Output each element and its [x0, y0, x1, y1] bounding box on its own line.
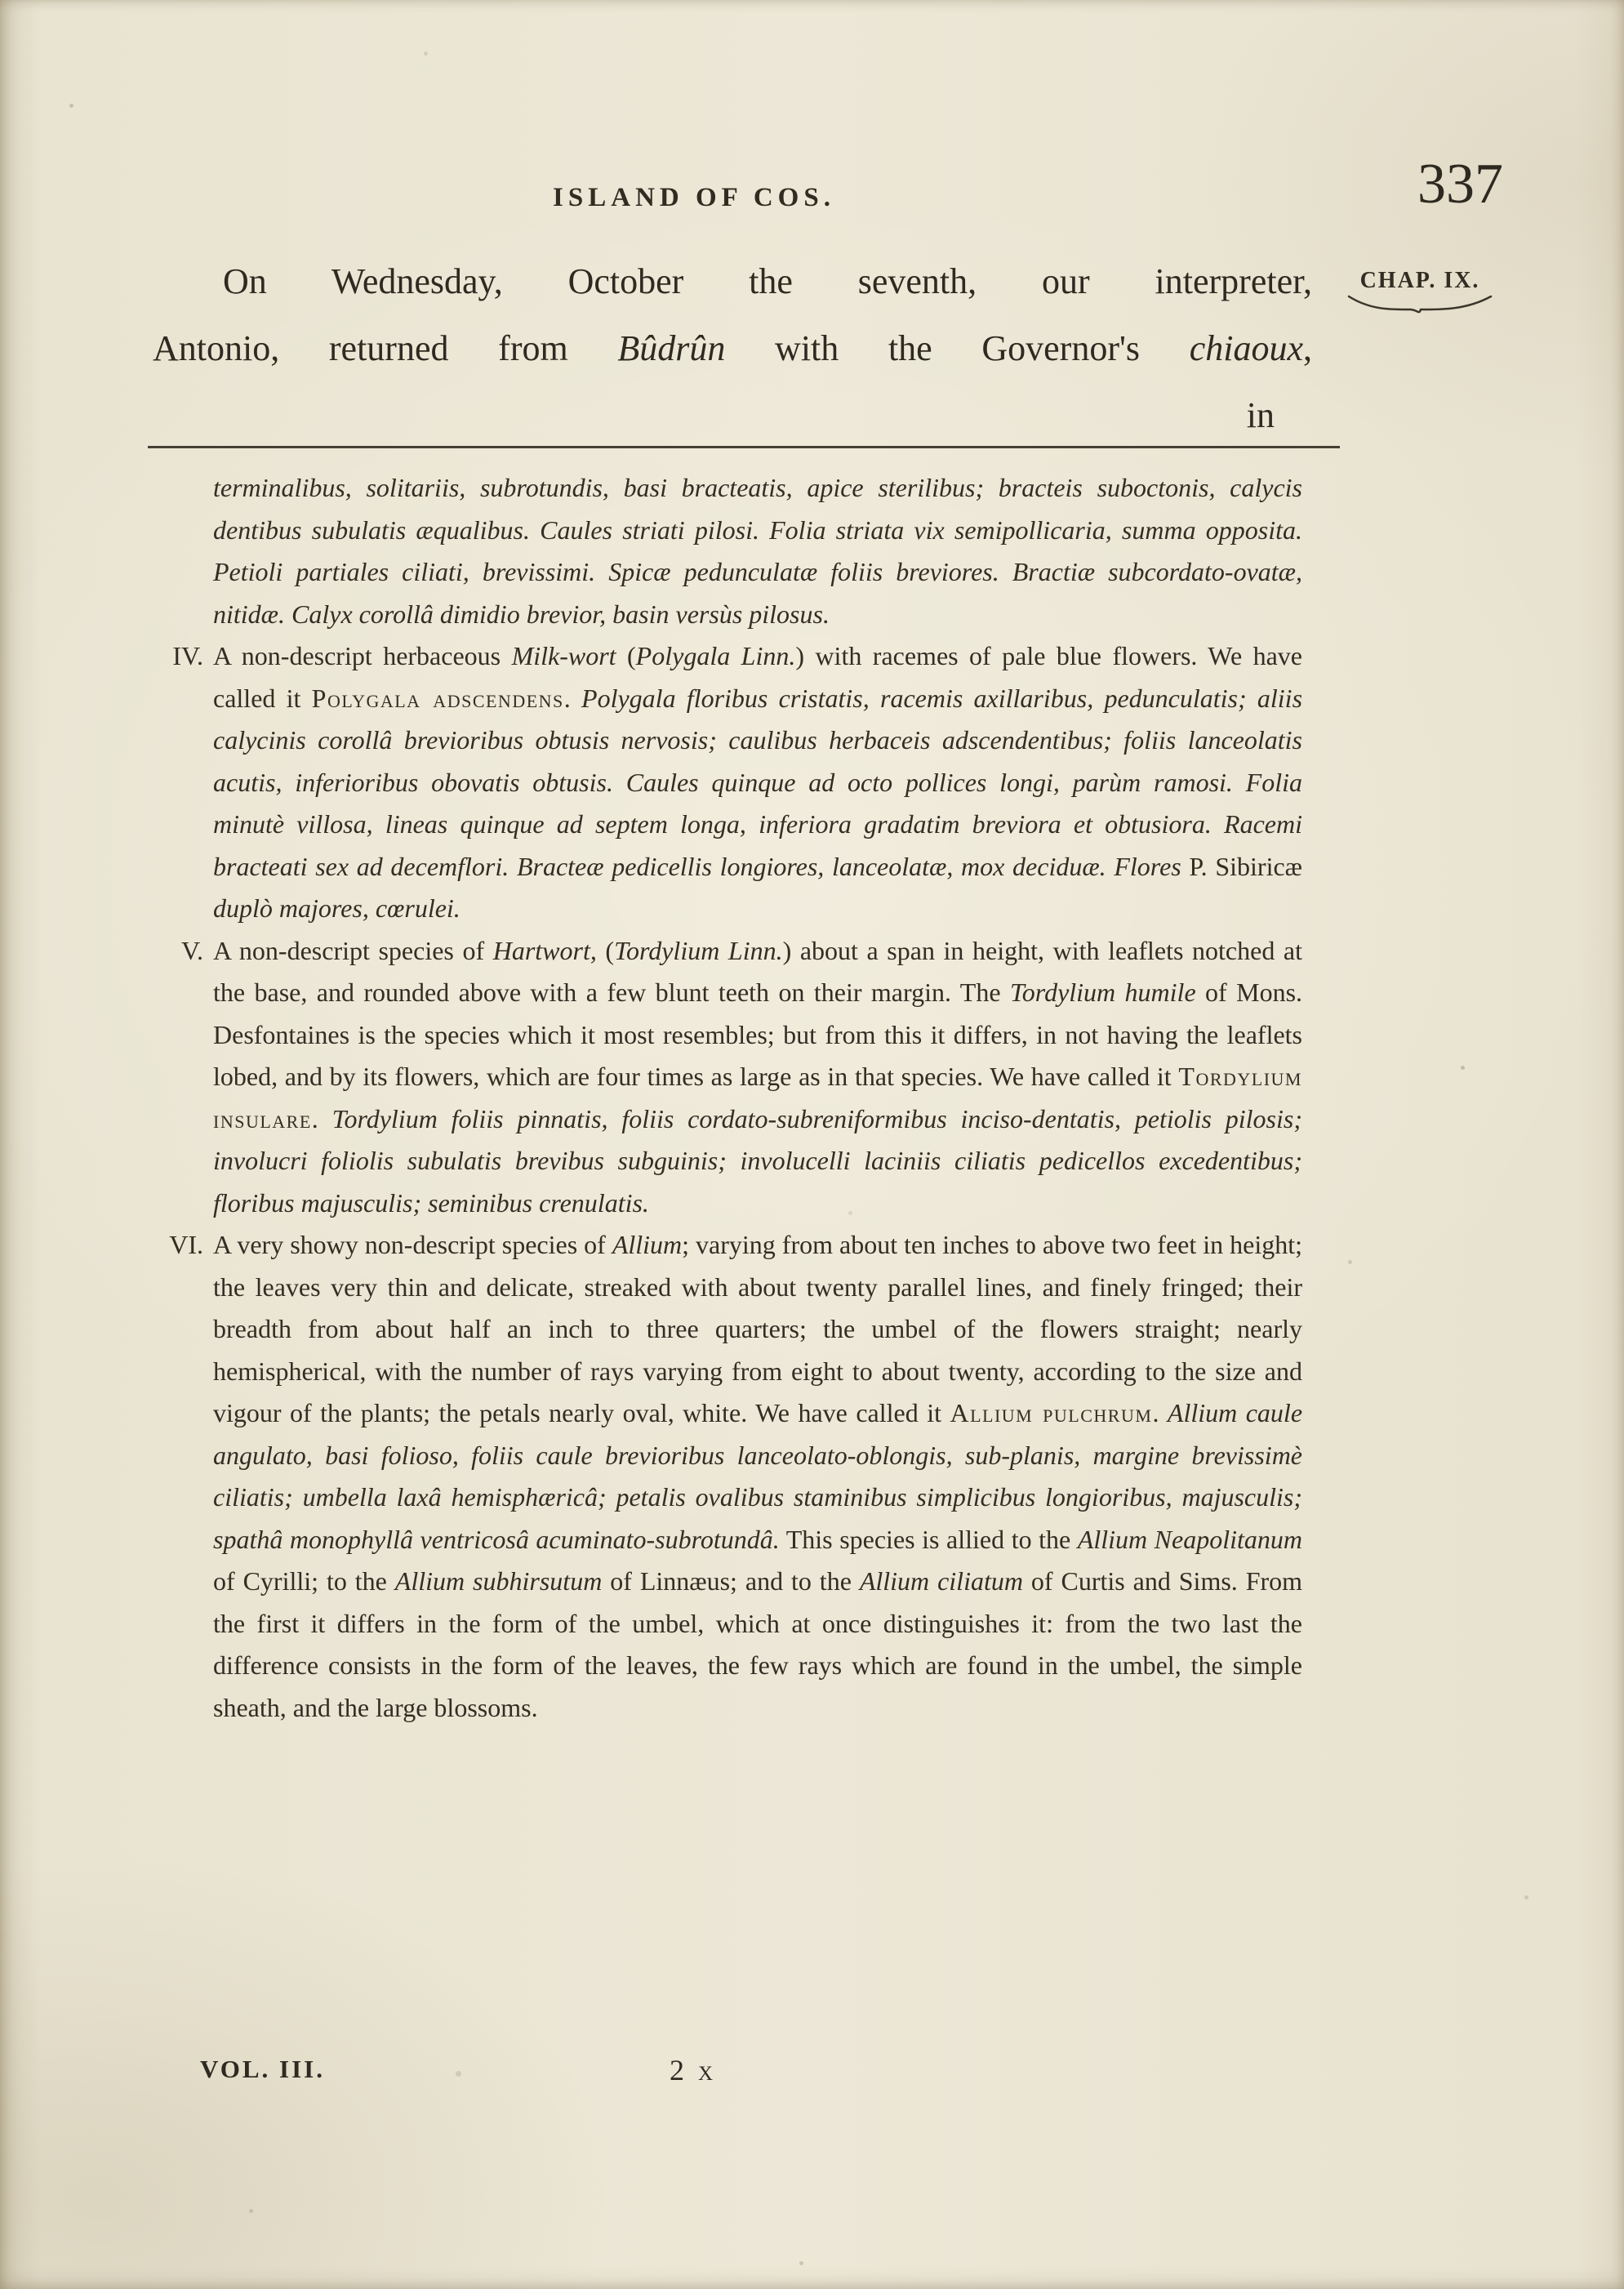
volume-label: VOL. III.	[200, 2055, 325, 2083]
chapter-sidenote	[1337, 268, 1502, 317]
footnote-item-text: A non-descript species of Hartwort, (Tordylium Linn.) about a span in height, with leaflets notched at the base, and rounded above with a few blunt teeth on their margin. The Tordylium humile of Mons. Desfontaines is the species which it most resembles; but from this it differs, in not having the leaflets lobed, and by its flowers, which are four times as large as in that species. We have called it Tordylium insulare. Tordylium foliis pinnatis, foliis cordato-subreniformibus inciso-dentatis, petiolis pilosis; involucri foliolis subulatis brevibus subguinis; involucelli laciniis ciliatis pedicellos excedentibus; floribus majusculis; seminibus crenulatis.	[213, 935, 1303, 1218]
footnote-item-4	[153, 635, 1312, 930]
footnote-continuation: terminalibus, solitariis, subrotundis, basi bracteatis, apice sterilibus; bracteis suboctonis, calycis dentibus subulatis æqualibus. Caules striati pilosi. Folia striata vix semipollicaria, summa opposita. Petioli partiales ciliati, brevissimi. Spicæ pedunculatæ foliis breviores. Bractiæ subcordato-ovatæ, nitidæ. Calyx corollâ dimidio brevior, basin versùs pilosus.	[213, 473, 1302, 629]
chapter-label: CHAP. IX.	[1359, 268, 1480, 293]
signature-mark: 2 x	[670, 2054, 717, 2086]
footnote-block	[153, 467, 1312, 1729]
page-number: 337	[1417, 153, 1503, 216]
footnote-item-text: A non-descript herbaceous Milk-wort (Polygala Linn.) with racemes of pale blue flowers. We have called it Polygala adscendens. Polygala floribus cristatis, racemis axillaribus, pedunculatis; aliis calycinis corollâ brevioribus obtusis nervosis; caulibus herbaceis adscendentibus; foliis lanceolatis acutis, inferioribus obovatis obtusis. Caules quinque ad octo pollices longi, parùm ramosi. Folia minutè villosa, lineas quinque ad septem longa, inferiora gradatim breviora et obtusiora. Racemi bracteati sex ad decemflori. Bracteæ pedicellis longiores, lanceolatæ, mox deciduæ. Flores P. Sibiricæ duplò majores, cœrulei.	[213, 641, 1303, 923]
footnote-divider	[148, 446, 1340, 448]
paper-specks	[0, 0, 2, 2]
body-line-2: Antonio, returned from Bûdrûn with the Governor's chiaoux,	[153, 328, 1313, 368]
catchword: in	[1246, 395, 1275, 435]
footnote-item-label: IV.	[172, 641, 203, 670]
footnote-item-label: V.	[181, 935, 203, 965]
footnote-item-text: A very showy non-descript species of Allium; varying from about ten inches to above two feet in height; the leaves very thin and delicate, streaked with about twenty parallel lines, and finely fringed; their breadth from about half an inch to three quarters; the umbel of the flowers straight; nearly hemispherical, with the number of rays varying from eight to about twenty, according to the size and vigour of the plants; the petals nearly oval, white. We have called it Allium pulchrum. Allium caule angulato, basi folioso, foliis caule brevioribus lanceolato-oblongis, sub-planis, margine brevissimè ciliatis; umbella laxâ hemisphæricâ; petalis ovalibus staminibus simplicibus longioribus, majusculis; spathâ monophyllâ ventricosâ acuminato-subrotundâ. This species is allied to the Allium Neapolitanum of Cyrilli; to the Allium subhirsutum of Linnæus; and to the Allium ciliatum of Curtis and Sims. From the first it differs in the form of the umbel, which at once distinguishes it: from the two last the difference consists in the form of the leaves, the few rays which are found in the umbel, the simple sheath, and the large blossoms.	[213, 1230, 1303, 1722]
footnote-item-6	[153, 1224, 1312, 1729]
body-line-1: On Wednesday, October the seventh, our interpreter,	[223, 261, 1312, 301]
running-title: ISLAND OF COS.	[553, 183, 835, 212]
underbrace-icon	[1345, 294, 1495, 317]
page-footer	[153, 2055, 1312, 2104]
footnote-item-label: VI.	[169, 1230, 203, 1259]
footnote-item-5	[153, 930, 1312, 1225]
body-paragraph	[153, 248, 1312, 449]
